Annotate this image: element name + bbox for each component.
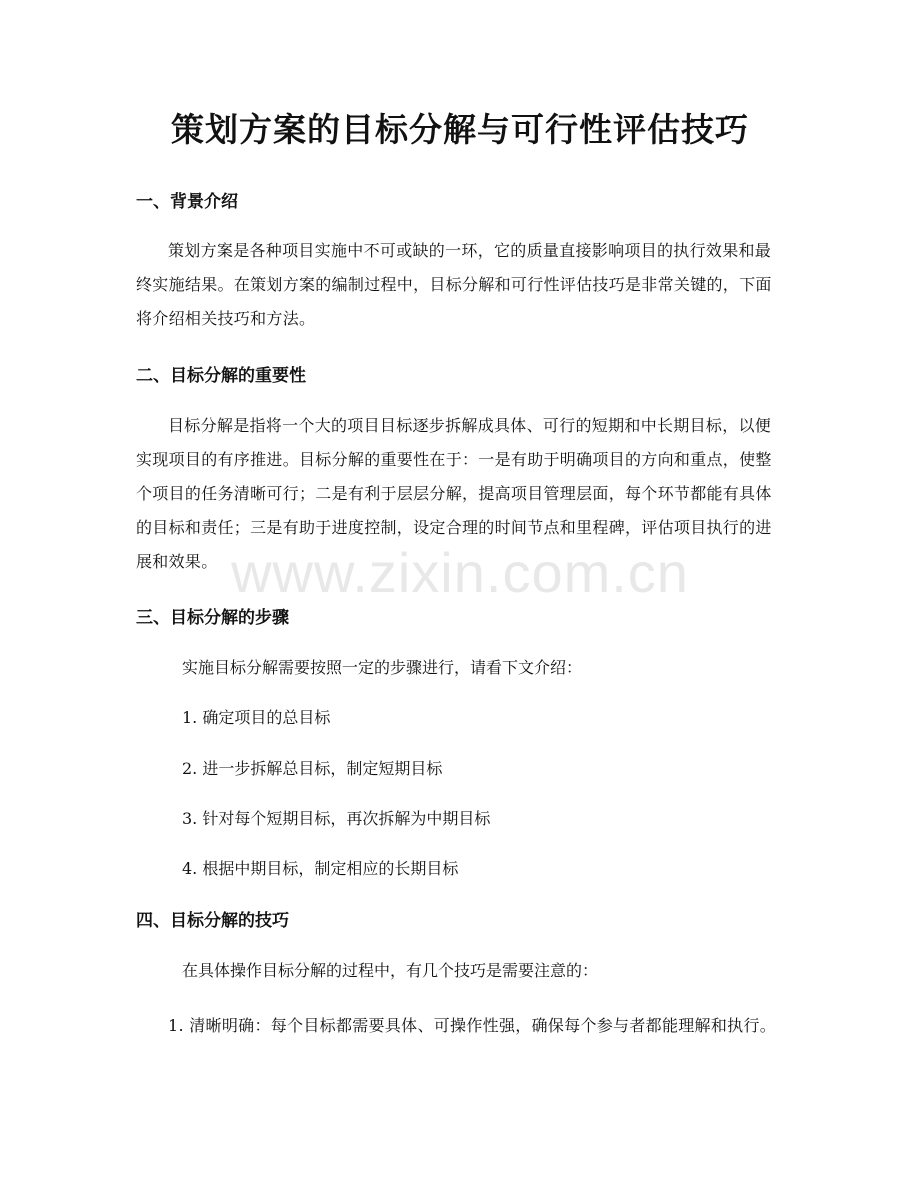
step-item: 4. 根据中期目标，制定相应的长期目标 [182, 859, 459, 878]
section-paragraph-importance: 目标分解是指将一个大的项目目标逐步拆解成具体、可行的短期和中长期目标，以便实现项目的有序推进。目标分解的重要性在于：一是有助于明确项目的方向和重点，使整个项目的任务清晰可行；二是有利于层层分解，提高项目管理层面，每个环节都能有具体的目标和责任；三是有助于进度控制，设定合理的时间节点和里程碑，评估项目执行的进展和效果。 [136, 416, 772, 571]
document-title: 策划方案的目标分解与可行性评估技巧 [171, 110, 749, 149]
techniques-intro: 在具体操作目标分解的过程中，有几个技巧是需要注意的： [182, 961, 599, 980]
step-item: 2. 进一步拆解总目标，制定短期目标 [182, 759, 443, 778]
technique-item: 1. 清晰明确：每个目标都需要具体、可操作性强，确保每个参与者都能理解和执行。 [168, 1016, 777, 1035]
watermark: www.zixin.com.cn [231, 541, 689, 604]
step-item: 3. 针对每个短期目标，再次拆解为中期目标 [182, 809, 491, 828]
section-heading-importance: 二、目标分解的重要性 [136, 366, 306, 386]
step-item: 1. 确定项目的总目标 [182, 708, 331, 727]
section-heading-steps: 三、目标分解的步骤 [136, 608, 289, 628]
section-paragraph-background: 策划方案是各种项目实施中不可或缺的一环，它的质量直接影响项目的执行效果和最终实施结果。在策划方案的编制过程中，目标分解和可行性评估技巧是非常关键的，下面将介绍相关技巧和方法。 [136, 241, 772, 328]
section-heading-techniques: 四、目标分解的技巧 [136, 911, 289, 931]
section-heading-background: 一、背景介绍 [136, 192, 238, 212]
steps-intro: 实施目标分解需要按照一定的步骤进行，请看下文介绍： [182, 658, 583, 677]
